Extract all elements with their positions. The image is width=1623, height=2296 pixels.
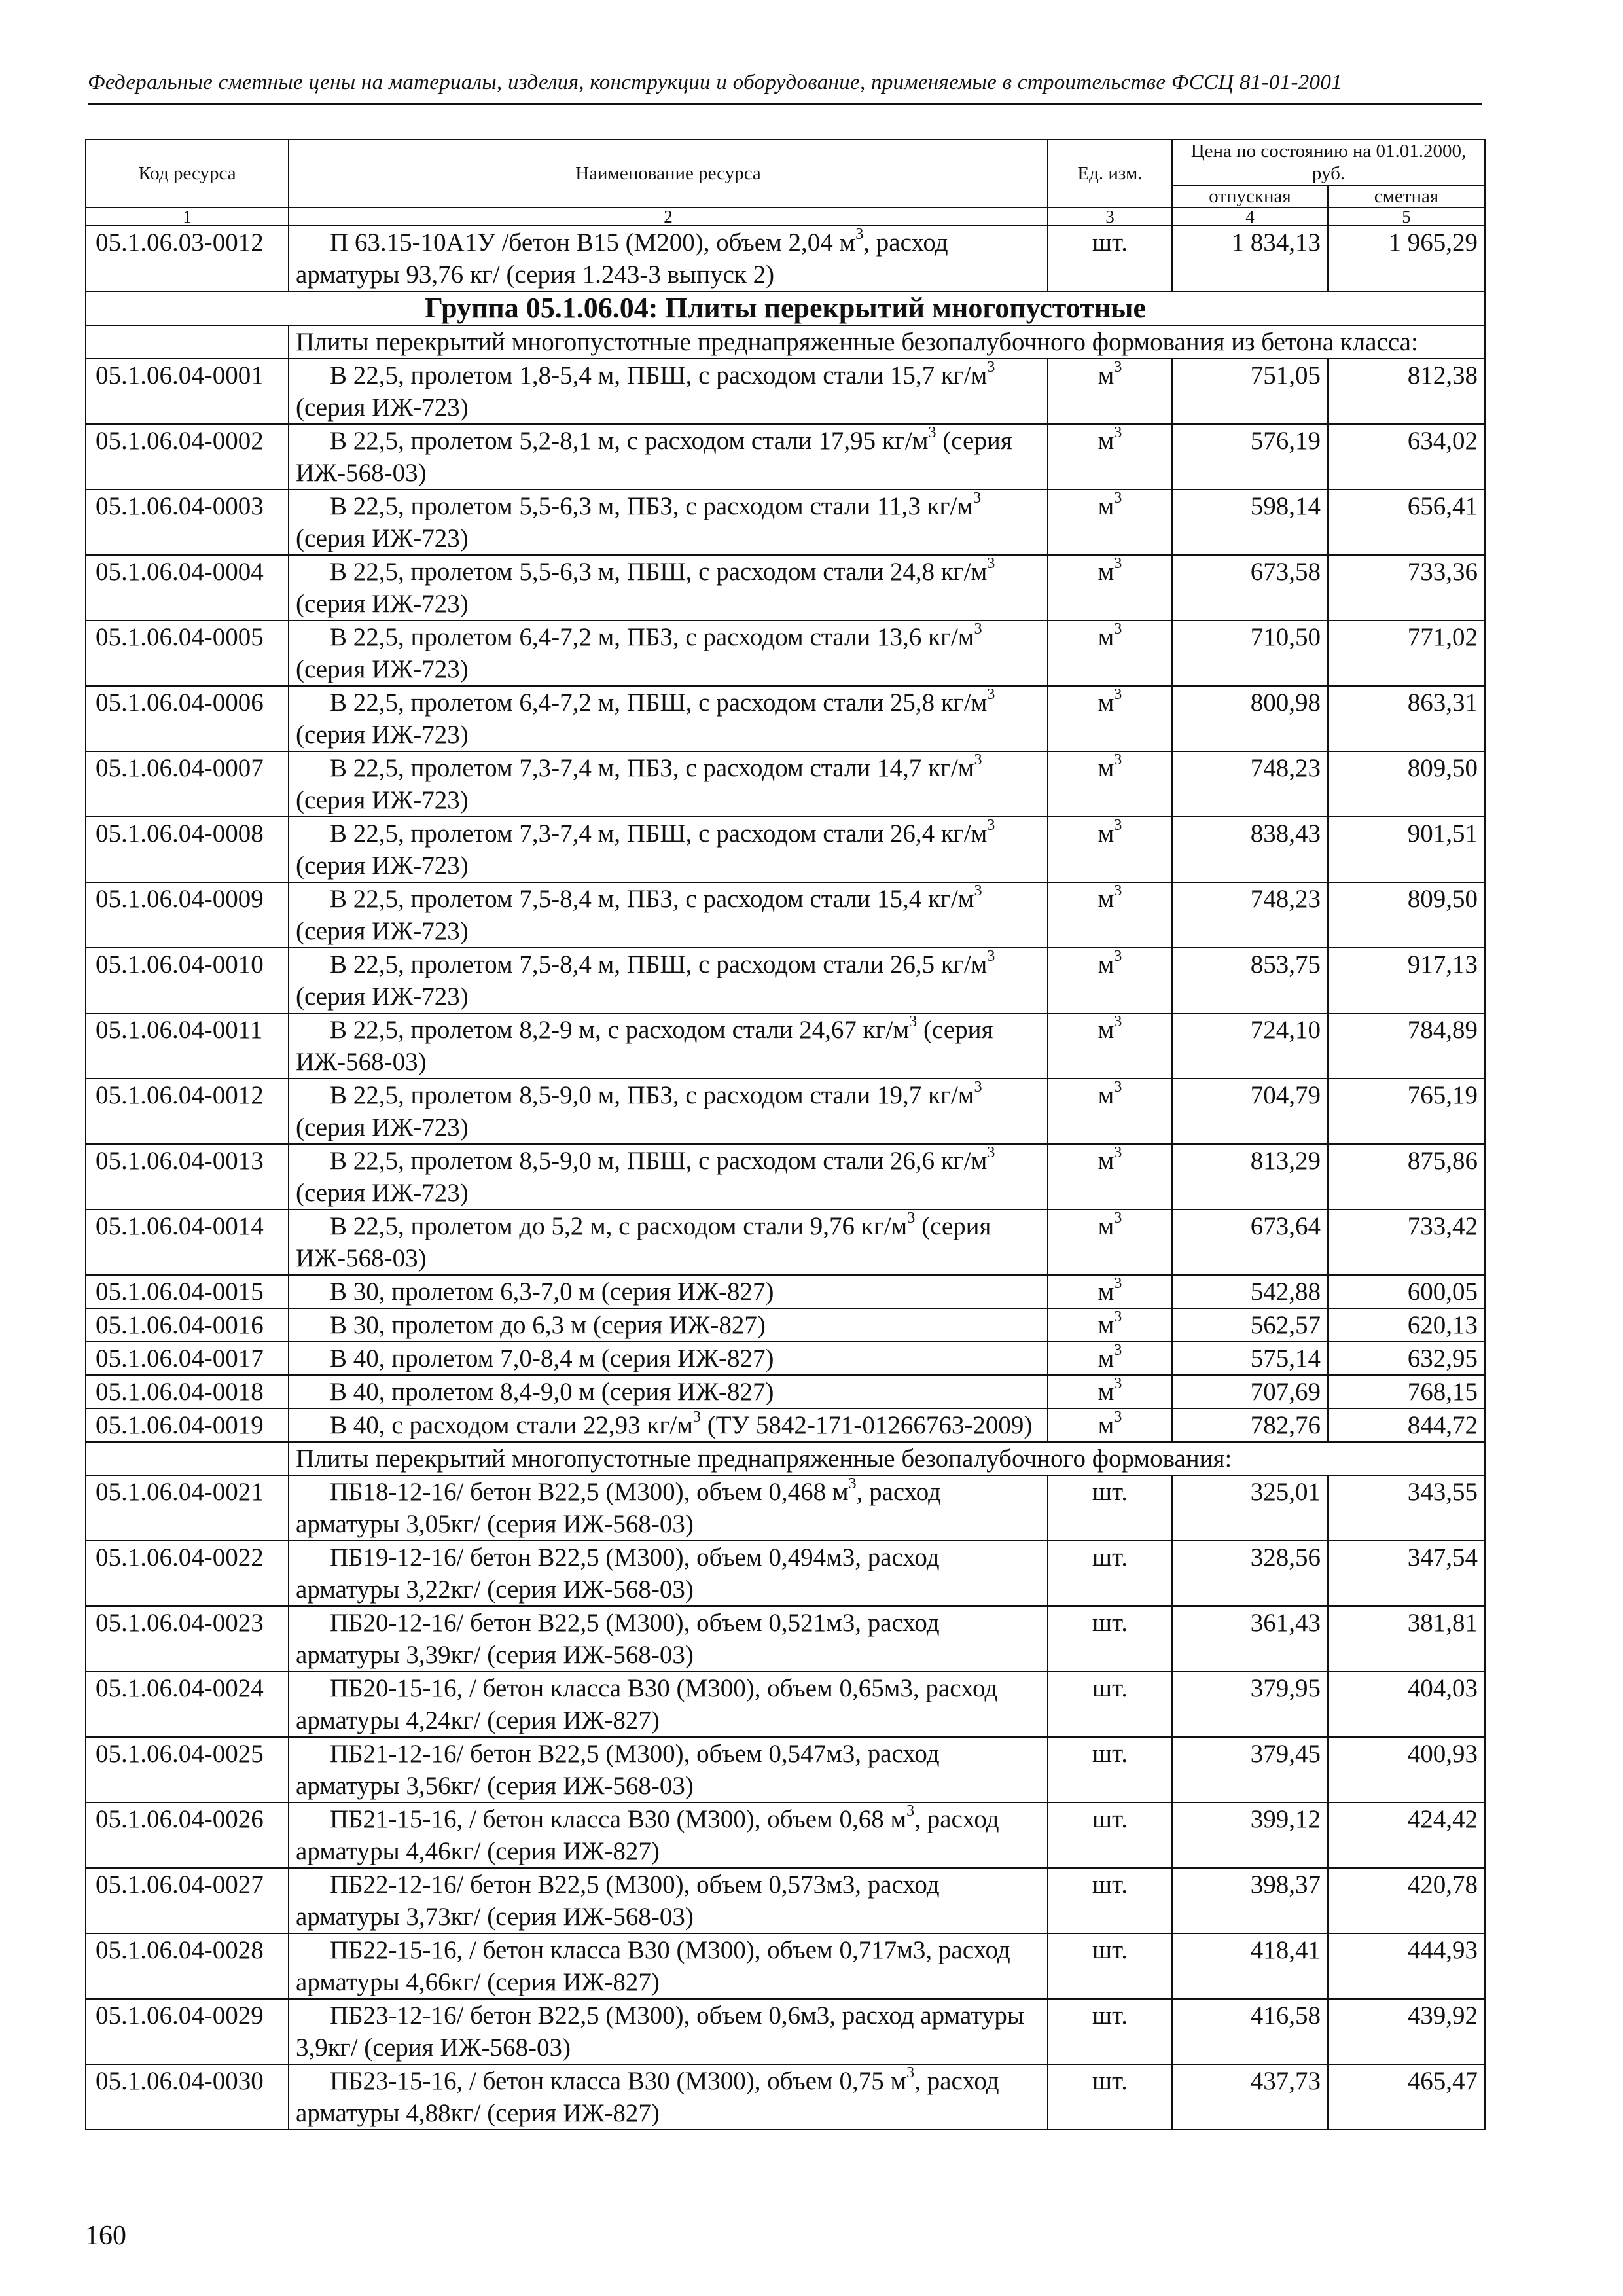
release-price: 751,05 bbox=[1172, 359, 1328, 424]
resource-name: В 22,5, пролетом 6,4-7,2 м, ПБШ, с расходом стали 25,8 $кг/м^3$ (серия ИЖ-723) bbox=[289, 686, 1048, 751]
estimate-price: 424,42 bbox=[1328, 1803, 1485, 1868]
resource-name: В 30, пролетом до 6,3 м (серия ИЖ-827) bbox=[289, 1308, 1048, 1342]
resource-unit: шт. bbox=[1048, 1868, 1172, 1933]
resource-name: ПБ23-15-16, / бетон класса В30 (М300), объем 0,75 $м^3$, расход арматуры 4,88кг/ (серия ИЖ-827) bbox=[289, 2064, 1048, 2130]
resource-code: 05.1.06.04-0017 bbox=[86, 1342, 289, 1375]
estimate-price: 343,55 bbox=[1328, 1475, 1485, 1541]
table-row bbox=[86, 620, 1485, 686]
resource-name: В 22,5, пролетом 8,5-9,0 м, ПБЗ, с расходом стали 19,7 $кг/м^3$ (серия ИЖ-723) bbox=[289, 1079, 1048, 1144]
resource-unit: $м^3$ bbox=[1048, 1079, 1172, 1144]
resource-name: В 30, пролетом 6,3-7,0 м (серия ИЖ-827) bbox=[289, 1275, 1048, 1308]
resource-code: 05.1.06.04-0029 bbox=[86, 1999, 289, 2064]
estimate-price: 901,51 bbox=[1328, 817, 1485, 882]
resource-name: ПБ20-15-16, / бетон класса В30 (М300), объем 0,65м3, расход арматуры 4,24кг/ (серия ИЖ-827) bbox=[289, 1672, 1048, 1737]
estimate-price: 400,93 bbox=[1328, 1737, 1485, 1803]
resource-unit: $м^3$ bbox=[1048, 1144, 1172, 1210]
page-header: Федеральные сметные цены на материалы, изделия, конструкции и оборудование, применяемые в строительстве ФССЦ 81-01-2001 bbox=[88, 71, 1482, 105]
estimate-price: 784,89 bbox=[1328, 1013, 1485, 1079]
resource-unit: шт. bbox=[1048, 1672, 1172, 1737]
table-row bbox=[86, 948, 1485, 1013]
table-row bbox=[86, 1803, 1485, 1868]
estimate-price: 634,02 bbox=[1328, 424, 1485, 490]
resource-code: 05.1.06.04-0001 bbox=[86, 359, 289, 424]
resource-unit: $м^3$ bbox=[1048, 1375, 1172, 1408]
resource-code: 05.1.06.04-0026 bbox=[86, 1803, 289, 1868]
release-price: 707,69 bbox=[1172, 1375, 1328, 1408]
resource-code: 05.1.06.04-0023 bbox=[86, 1606, 289, 1672]
estimate-price: 404,03 bbox=[1328, 1672, 1485, 1737]
release-price: 542,88 bbox=[1172, 1275, 1328, 1308]
resource-code: 05.1.06.04-0016 bbox=[86, 1308, 289, 1342]
estimate-price: 420,78 bbox=[1328, 1868, 1485, 1933]
table-row bbox=[86, 1342, 1485, 1375]
table-row bbox=[86, 1999, 1485, 2064]
release-price: 724,10 bbox=[1172, 1013, 1328, 1079]
resource-code: 05.1.06.04-0004 bbox=[86, 555, 289, 620]
resource-unit: шт. bbox=[1048, 1803, 1172, 1868]
header-row bbox=[86, 139, 1485, 185]
estimate-price: 465,47 bbox=[1328, 2064, 1485, 2130]
resource-name: В 22,5, пролетом 7,3-7,4 м, ПБЗ, с расходом стали 14,7 $кг/м^3$ (серия ИЖ-723) bbox=[289, 751, 1048, 817]
resource-unit: $м^3$ bbox=[1048, 1342, 1172, 1375]
table-row bbox=[86, 1933, 1485, 1999]
resource-unit: шт. bbox=[1048, 1737, 1172, 1803]
resource-unit: шт. bbox=[1048, 1933, 1172, 1999]
resource-code: 05.1.06.04-0009 bbox=[86, 882, 289, 948]
estimate-price: 765,19 bbox=[1328, 1079, 1485, 1144]
subheading: Плиты перекрытий многопустотные преднапряженные безопалубочного формования: bbox=[289, 1442, 1485, 1475]
resource-name: В 22,5, пролетом 7,3-7,4 м, ПБШ, с расходом стали 26,4 $кг/м^3$ (серия ИЖ-723) bbox=[289, 817, 1048, 882]
release-price: 575,14 bbox=[1172, 1342, 1328, 1375]
resource-unit: $м^3$ bbox=[1048, 555, 1172, 620]
resource-code: 05.1.06.04-0028 bbox=[86, 1933, 289, 1999]
table-row bbox=[86, 1308, 1485, 1342]
resource-unit: $м^3$ bbox=[1048, 948, 1172, 1013]
resource-unit: шт. bbox=[1048, 1541, 1172, 1606]
resource-code: 05.1.06.04-0003 bbox=[86, 490, 289, 555]
release-price: 379,45 bbox=[1172, 1737, 1328, 1803]
resource-code: 05.1.06.03-0012 bbox=[86, 226, 289, 291]
resource-name: В 40, пролетом 8,4-9,0 м (серия ИЖ-827) bbox=[289, 1375, 1048, 1408]
release-price: 361,43 bbox=[1172, 1606, 1328, 1672]
table-row bbox=[86, 1541, 1485, 1606]
resource-code: 05.1.06.04-0015 bbox=[86, 1275, 289, 1308]
table-row bbox=[86, 882, 1485, 948]
resource-code: 05.1.06.04-0022 bbox=[86, 1541, 289, 1606]
estimate-price: 620,13 bbox=[1328, 1308, 1485, 1342]
release-price: 1 834,13 bbox=[1172, 226, 1328, 291]
release-price: 800,98 bbox=[1172, 686, 1328, 751]
release-price: 853,75 bbox=[1172, 948, 1328, 1013]
estimate-price: 381,81 bbox=[1328, 1606, 1485, 1672]
resource-unit: $м^3$ bbox=[1048, 1210, 1172, 1275]
estimate-price: 733,36 bbox=[1328, 555, 1485, 620]
release-price: 748,23 bbox=[1172, 751, 1328, 817]
resource-name: В 22,5, пролетом 1,8-5,4 м, ПБШ, с расходом стали 15,7 $кг/м^3$ (серия ИЖ-723) bbox=[289, 359, 1048, 424]
resource-unit: $м^3$ bbox=[1048, 882, 1172, 948]
resource-code: 05.1.06.04-0024 bbox=[86, 1672, 289, 1737]
resource-unit: шт. bbox=[1048, 1475, 1172, 1541]
resource-code: 05.1.06.04-0005 bbox=[86, 620, 289, 686]
resource-name: В 22,5, пролетом 7,5-8,4 м, ПБЗ, с расходом стали 15,4 $кг/м^3$ (серия ИЖ-723) bbox=[289, 882, 1048, 948]
resource-name: ПБ22-12-16/ бетон В22,5 (М300), объем 0,573м3, расход арматуры 3,73кг/ (серия ИЖ-568-03) bbox=[289, 1868, 1048, 1933]
resource-name: ПБ19-12-16/ бетон В22,5 (М300), объем 0,494м3, расход арматуры 3,22кг/ (серия ИЖ-568-03) bbox=[289, 1541, 1048, 1606]
estimate-price: 768,15 bbox=[1328, 1375, 1485, 1408]
col-num-5: 5 bbox=[1328, 207, 1485, 226]
estimate-price: 863,31 bbox=[1328, 686, 1485, 751]
header-unit: Ед. изм. bbox=[1048, 139, 1172, 207]
col-num-4: 4 bbox=[1172, 207, 1328, 226]
table-row bbox=[86, 686, 1485, 751]
resource-unit: $м^3$ bbox=[1048, 686, 1172, 751]
release-price: 416,58 bbox=[1172, 1999, 1328, 2064]
group-title-row bbox=[86, 291, 1485, 325]
resource-name: В 40, пролетом 7,0-8,4 м (серия ИЖ-827) bbox=[289, 1342, 1048, 1375]
estimate-price: 812,38 bbox=[1328, 359, 1485, 424]
estimate-price: 809,50 bbox=[1328, 751, 1485, 817]
resource-name: В 22,5, пролетом до 5,2 м, с расходом стали 9,76 $кг/м^3$ (серия ИЖ-568-03) bbox=[289, 1210, 1048, 1275]
table-row bbox=[86, 751, 1485, 817]
resource-name: В 22,5, пролетом 8,5-9,0 м, ПБШ, с расходом стали 26,6 $кг/м^3$ (серия ИЖ-723) bbox=[289, 1144, 1048, 1210]
table-row bbox=[86, 1013, 1485, 1079]
resource-code: 05.1.06.04-0030 bbox=[86, 2064, 289, 2130]
release-price: 398,37 bbox=[1172, 1868, 1328, 1933]
resource-unit: $м^3$ bbox=[1048, 1013, 1172, 1079]
resource-unit: $м^3$ bbox=[1048, 751, 1172, 817]
release-price: 325,01 bbox=[1172, 1475, 1328, 1541]
table-row bbox=[86, 1375, 1485, 1408]
resource-unit: $м^3$ bbox=[1048, 490, 1172, 555]
resource-code: 05.1.06.04-0018 bbox=[86, 1375, 289, 1408]
release-price: 710,50 bbox=[1172, 620, 1328, 686]
release-price: 704,79 bbox=[1172, 1079, 1328, 1144]
header-estimate: сметная bbox=[1328, 185, 1485, 207]
resource-code: 05.1.06.04-0011 bbox=[86, 1013, 289, 1079]
table-row bbox=[86, 2064, 1485, 2130]
release-price: 562,57 bbox=[1172, 1308, 1328, 1342]
table-row bbox=[86, 1144, 1485, 1210]
estimate-price: 844,72 bbox=[1328, 1408, 1485, 1442]
resource-code: 05.1.06.04-0012 bbox=[86, 1079, 289, 1144]
table-row bbox=[86, 1737, 1485, 1803]
resource-code: 05.1.06.04-0007 bbox=[86, 751, 289, 817]
resource-unit: $м^3$ bbox=[1048, 1275, 1172, 1308]
resource-code: 05.1.06.04-0025 bbox=[86, 1737, 289, 1803]
header-name: Наименование ресурса bbox=[289, 139, 1048, 207]
estimate-price: 1 965,29 bbox=[1328, 226, 1485, 291]
resource-name: ПБ22-15-16, / бетон класса В30 (М300), объем 0,717м3, расход арматуры 4,66кг/ (серия ИЖ-827) bbox=[289, 1933, 1048, 1999]
table-row bbox=[86, 1606, 1485, 1672]
estimate-price: 733,42 bbox=[1328, 1210, 1485, 1275]
resource-code: 05.1.06.04-0010 bbox=[86, 948, 289, 1013]
table-row bbox=[86, 490, 1485, 555]
release-price: 399,12 bbox=[1172, 1803, 1328, 1868]
table-row bbox=[86, 226, 1485, 291]
resource-code: 05.1.06.04-0027 bbox=[86, 1868, 289, 1933]
table-row bbox=[86, 424, 1485, 490]
header-code: Код ресурса bbox=[86, 139, 289, 207]
resource-name: ПБ21-12-16/ бетон В22,5 (М300), объем 0,547м3, расход арматуры 3,56кг/ (серия ИЖ-568-03) bbox=[289, 1737, 1048, 1803]
resource-unit: $м^3$ bbox=[1048, 817, 1172, 882]
estimate-price: 444,93 bbox=[1328, 1933, 1485, 1999]
release-price: 379,95 bbox=[1172, 1672, 1328, 1737]
resource-code: 05.1.06.04-0013 bbox=[86, 1144, 289, 1210]
subheading: Плиты перекрытий многопустотные преднапряженные безопалубочного формования из бетона класса: bbox=[289, 325, 1485, 359]
page-number: 160 bbox=[85, 2221, 126, 2251]
release-price: 418,41 bbox=[1172, 1933, 1328, 1999]
resource-code: 05.1.06.04-0002 bbox=[86, 424, 289, 490]
release-price: 673,64 bbox=[1172, 1210, 1328, 1275]
release-price: 598,14 bbox=[1172, 490, 1328, 555]
release-price: 838,43 bbox=[1172, 817, 1328, 882]
release-price: 748,23 bbox=[1172, 882, 1328, 948]
header-release: отпускная bbox=[1172, 185, 1328, 207]
resource-unit: шт. bbox=[1048, 226, 1172, 291]
table-row bbox=[86, 555, 1485, 620]
estimate-price: 875,86 bbox=[1328, 1144, 1485, 1210]
col-num-1: 1 bbox=[86, 207, 289, 226]
resource-code: 05.1.06.04-0019 bbox=[86, 1408, 289, 1442]
estimate-price: 809,50 bbox=[1328, 882, 1485, 948]
col-num-2: 2 bbox=[289, 207, 1048, 226]
resource-unit: $м^3$ bbox=[1048, 424, 1172, 490]
resource-unit: $м^3$ bbox=[1048, 359, 1172, 424]
resource-name: ПБ20-12-16/ бетон В22,5 (М300), объем 0,521м3, расход арматуры 3,39кг/ (серия ИЖ-568-03) bbox=[289, 1606, 1048, 1672]
resource-code: 05.1.06.04-0021 bbox=[86, 1475, 289, 1541]
resource-code: 05.1.06.04-0008 bbox=[86, 817, 289, 882]
release-price: 782,76 bbox=[1172, 1408, 1328, 1442]
estimate-price: 347,54 bbox=[1328, 1541, 1485, 1606]
resource-code: 05.1.06.04-0014 bbox=[86, 1210, 289, 1275]
estimate-price: 439,92 bbox=[1328, 1999, 1485, 2064]
release-price: 673,58 bbox=[1172, 555, 1328, 620]
resource-unit: $м^3$ bbox=[1048, 1408, 1172, 1442]
estimate-price: 600,05 bbox=[1328, 1275, 1485, 1308]
price-table bbox=[85, 139, 1486, 2130]
resource-name: В 22,5, пролетом 6,4-7,2 м, ПБЗ, с расходом стали 13,6 $кг/м^3$ (серия ИЖ-723) bbox=[289, 620, 1048, 686]
resource-name: В 22,5, пролетом 7,5-8,4 м, ПБШ, с расходом стали 26,5 $кг/м^3$ (серия ИЖ-723) bbox=[289, 948, 1048, 1013]
resource-code: 05.1.06.04-0006 bbox=[86, 686, 289, 751]
release-price: 328,56 bbox=[1172, 1541, 1328, 1606]
resource-name: В 22,5, пролетом 8,2-9 м, с расходом стали 24,67 $кг/м^3$ (серия ИЖ-568-03) bbox=[289, 1013, 1048, 1079]
estimate-price: 656,41 bbox=[1328, 490, 1485, 555]
table-row bbox=[86, 1475, 1485, 1541]
resource-unit: шт. bbox=[1048, 2064, 1172, 2130]
estimate-price: 632,95 bbox=[1328, 1342, 1485, 1375]
estimate-price: 917,13 bbox=[1328, 948, 1485, 1013]
table-row bbox=[86, 1210, 1485, 1275]
resource-name: ПБ23-12-16/ бетон В22,5 (М300), объем 0,6м3, расход арматуры 3,9кг/ (серия ИЖ-568-03) bbox=[289, 1999, 1048, 2064]
resource-name: ПБ18-12-16/ бетон В22,5 (М300), объем 0,468 $м^3$, расход арматуры 3,05кг/ (серия ИЖ-568-03) bbox=[289, 1475, 1048, 1541]
table-row bbox=[86, 1275, 1485, 1308]
resource-name: В 22,5, пролетом 5,5-6,3 м, ПБЗ, с расходом стали 11,3 $кг/м^3$ (серия ИЖ-723) bbox=[289, 490, 1048, 555]
resource-unit: $м^3$ bbox=[1048, 620, 1172, 686]
header-price: Цена по состоянию на 01.01.2000, руб. bbox=[1172, 139, 1485, 185]
group-title: Группа 05.1.06.04: Плиты перекрытий многопустотные bbox=[86, 291, 1485, 325]
table-row bbox=[86, 359, 1485, 424]
resource-unit: $м^3$ bbox=[1048, 1308, 1172, 1342]
resource-name: В 40, с расходом стали 22,93 $кг/м^3$ (ТУ 5842-171-01266763-2009) bbox=[289, 1408, 1048, 1442]
resource-unit: шт. bbox=[1048, 1606, 1172, 1672]
subheading-row bbox=[86, 325, 1485, 359]
table-row bbox=[86, 1408, 1485, 1442]
release-price: 437,73 bbox=[1172, 2064, 1328, 2130]
col-num-3: 3 bbox=[1048, 207, 1172, 226]
release-price: 813,29 bbox=[1172, 1144, 1328, 1210]
estimate-price: 771,02 bbox=[1328, 620, 1485, 686]
table-row bbox=[86, 1868, 1485, 1933]
column-number-row bbox=[86, 207, 1485, 226]
table-row bbox=[86, 1672, 1485, 1737]
subheading-row bbox=[86, 1442, 1485, 1475]
resource-name: П 63.15-10А1У /бетон В15 (М200), объем 2,04 $м^3$, расход арматуры 93,76 кг/ (серия 1.243-3 выпуск 2) bbox=[289, 226, 1048, 291]
resource-name: В 22,5, пролетом 5,2-8,1 м, с расходом стали 17,95 $кг/м^3$ (серия ИЖ-568-03) bbox=[289, 424, 1048, 490]
resource-unit: шт. bbox=[1048, 1999, 1172, 2064]
resource-name: ПБ21-15-16, / бетон класса В30 (М300), объем 0,68 $м^3$, расход арматуры 4,46кг/ (серия ИЖ-827) bbox=[289, 1803, 1048, 1868]
table-row bbox=[86, 817, 1485, 882]
release-price: 576,19 bbox=[1172, 424, 1328, 490]
table-row bbox=[86, 1079, 1485, 1144]
resource-name: В 22,5, пролетом 5,5-6,3 м, ПБШ, с расходом стали 24,8 $кг/м^3$ (серия ИЖ-723) bbox=[289, 555, 1048, 620]
